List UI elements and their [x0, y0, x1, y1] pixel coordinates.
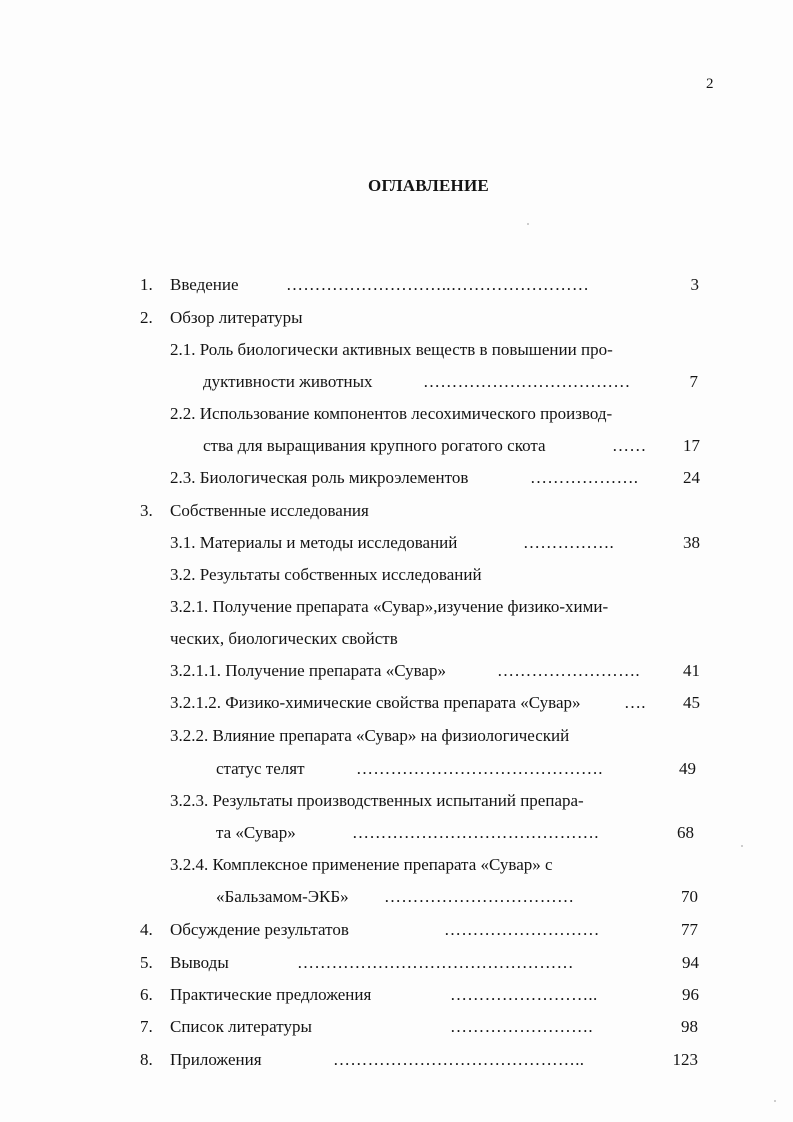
toc-entry-3-2-4-continued[interactable] [0, 885, 793, 909]
toc-entry-3-2[interactable] [0, 563, 793, 587]
toc-entry-2-3[interactable] [0, 466, 793, 490]
scan-speck [741, 845, 743, 847]
toc-entry-appendices[interactable] [0, 1048, 793, 1072]
toc-entry-2-1[interactable] [0, 338, 793, 362]
toc-entry-conclusions[interactable] [0, 951, 793, 975]
toc-entry-title: 2.3. Биологическая роль микроэлементов [170, 468, 469, 487]
toc-entry-3-2-3-continued[interactable] [0, 821, 793, 845]
toc-entry-title: Выводы [170, 953, 229, 972]
toc-entry-3-2-2-continued[interactable] [0, 757, 793, 781]
toc-entry-page: 123 [672, 1050, 698, 1069]
toc-leader-dots: …………………………… [384, 887, 575, 906]
toc-entry-number: 3. [140, 501, 153, 520]
toc-leader-dots: ……………………. [497, 661, 640, 680]
toc-leader-dots: ……………………………… [423, 372, 631, 391]
toc-entry-page: 45 [683, 693, 700, 712]
toc-leader-dots: ……………………… [444, 920, 600, 939]
toc-entry-title: Приложения [170, 1050, 262, 1069]
toc-entry-number: 5. [140, 953, 153, 972]
toc-leader-dots: ……………………………………. [356, 759, 603, 778]
toc-entry-2-1-continued[interactable] [0, 370, 793, 394]
toc-entry-number: 2. [140, 308, 153, 327]
toc-entry-introduction[interactable] [0, 273, 793, 297]
toc-entry-3-2-1-2[interactable] [0, 691, 793, 715]
toc-entry-3-2-3[interactable] [0, 789, 793, 813]
toc-entry-number: 6. [140, 985, 153, 1004]
toc-entry-title: 3.2.1. Получение препарата «Сувар»,изучение физико-хими- [170, 597, 609, 616]
toc-entry-page: 24 [683, 468, 700, 487]
toc-entry-title: дуктивности животных [203, 372, 373, 391]
toc-entry-discussion[interactable] [0, 918, 793, 942]
toc-entry-title: Список литературы [170, 1017, 312, 1036]
toc-entry-page: 49 [679, 759, 696, 778]
toc-entry-number: 7. [140, 1017, 153, 1036]
toc-leader-dots: ……………. [523, 533, 615, 552]
toc-entry-title: Практические предложения [170, 985, 372, 1004]
toc-entry-3-2-1[interactable] [0, 595, 793, 619]
toc-entry-title: Обзор литературы [170, 308, 303, 327]
toc-entry-3-2-1-continued[interactable] [0, 627, 793, 651]
toc-entry-title: 3.2. Результаты собственных исследований [170, 565, 482, 584]
toc-entry-page: 70 [681, 887, 698, 906]
toc-entry-literature-review[interactable] [0, 306, 793, 330]
toc-leader-dots: …………………….. [450, 985, 598, 1004]
toc-leader-dots: ………………………………………… [297, 953, 574, 972]
toc-entry-page: 96 [682, 985, 699, 1004]
toc-entry-page: 98 [681, 1017, 698, 1036]
scan-speck [774, 1100, 776, 1102]
toc-entry-title: 3.2.4. Комплексное применение препарата «Сувар» с [170, 855, 553, 874]
toc-entry-title: Введение [170, 275, 239, 294]
toc-entry-page: 17 [683, 436, 700, 455]
toc-leader-dots: ………………………..…………………… [286, 275, 590, 294]
toc-entry-number: 8. [140, 1050, 153, 1069]
toc-entry-title: Обсуждение результатов [170, 920, 349, 939]
toc-entry-title: «Бальзамом-ЭКБ» [216, 887, 349, 906]
toc-entry-page: 77 [681, 920, 698, 939]
toc-entry-title: та «Сувар» [216, 823, 296, 842]
toc-entry-references[interactable] [0, 1015, 793, 1039]
toc-entry-3-2-2[interactable] [0, 724, 793, 748]
toc-entry-page: 38 [683, 533, 700, 552]
toc-entry-page: 3 [690, 275, 699, 294]
page-number: 2 [706, 76, 714, 92]
toc-entry-title: 2.1. Роль биологически активных веществ в повышении про- [170, 340, 613, 359]
toc-entry-title: 3.2.1.1. Получение препарата «Сувар» [170, 661, 446, 680]
toc-entry-practical-proposals[interactable] [0, 983, 793, 1007]
toc-entry-page: 7 [689, 372, 698, 391]
toc-leader-dots: …… [612, 436, 647, 455]
toc-entry-title: 3.2.1.2. Физико-химические свойства препарата «Сувар» [170, 693, 581, 712]
toc-entry-title: 3.2.3. Результаты производственных испытаний препара- [170, 791, 584, 810]
toc-entry-title: статус телят [216, 759, 305, 778]
toc-entry-number: 4. [140, 920, 153, 939]
toc-leader-dots: ………………. [530, 468, 639, 487]
toc-entry-3-1[interactable] [0, 531, 793, 555]
toc-leader-dots: …………………………………….. [333, 1050, 585, 1069]
toc-leader-dots: ……………………. [450, 1017, 593, 1036]
toc-leader-dots: ……………………………………. [352, 823, 599, 842]
toc-entry-title: 2.2. Использование компонентов лесохимического производ- [170, 404, 613, 423]
toc-entry-title: ческих, биологических свойств [170, 629, 398, 648]
toc-entry-page: 68 [677, 823, 694, 842]
scan-speck [527, 223, 529, 225]
toc-entry-title: Собственные исследования [170, 501, 369, 520]
toc-entry-title: 3.2.2. Влияние препарата «Сувар» на физиологический [170, 726, 570, 745]
toc-entry-2-2[interactable] [0, 402, 793, 426]
toc-entry-3-2-1-1[interactable] [0, 659, 793, 683]
toc-entry-title: ства для выращивания крупного рогатого скота [203, 436, 546, 455]
toc-entry-3-2-4[interactable] [0, 853, 793, 877]
toc-entry-page: 41 [683, 661, 700, 680]
toc-entry-title: 3.1. Материалы и методы исследований [170, 533, 458, 552]
toc-leader-dots: …. [624, 693, 646, 712]
toc-entry-2-2-continued[interactable] [0, 434, 793, 458]
page-title: ОГЛАВЛЕНИЕ [368, 176, 489, 195]
toc-entry-page: 94 [682, 953, 699, 972]
toc-entry-number: 1. [140, 275, 153, 294]
toc-entry-own-research[interactable] [0, 499, 793, 523]
